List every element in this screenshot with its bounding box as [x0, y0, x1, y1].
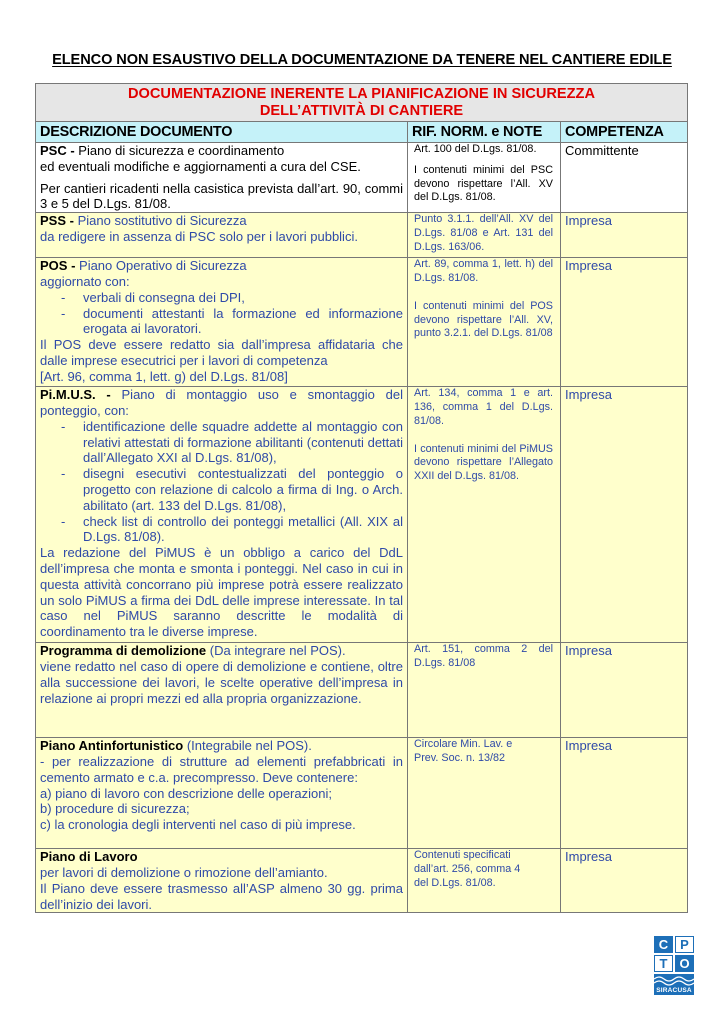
page-title: ELENCO NON ESAUSTIVO DELLA DOCUMENTAZIONE DA TENERE NEL CANTIERE EDILE [52, 52, 672, 68]
banner-line-1: DOCUMENTAZIONE INERENTE LA PIANIFICAZIONE IN SICUREZZA [128, 86, 595, 102]
logo-letter-t: T [654, 955, 673, 972]
pos-ref2: I contenuti minimi del POS devono rispettare l’All. XV, punto 3.2.1. del D.Lgs. 81/08 [414, 299, 553, 340]
pos-list [40, 290, 403, 337]
lavoro-name: Piano di Lavoro [40, 849, 138, 865]
table-header-row [36, 122, 688, 143]
pimus-list [40, 419, 403, 545]
table-row [36, 738, 688, 849]
pos-name: POS - [40, 258, 76, 274]
lavoro-ref3: del D.Lgs. 81/08. [414, 876, 496, 889]
banner-line-2: DELL’ATTIVITÀ DI CANTIERE [259, 103, 464, 119]
pos-line2: aggiornato con: [40, 273, 130, 289]
demolizione-name: Programma di demolizione [40, 643, 207, 659]
table-row [36, 643, 688, 738]
pss-name: PSS - [40, 213, 74, 229]
demolizione-competenza: Impresa [561, 643, 688, 738]
demolizione-ref [408, 643, 561, 738]
pimus-subtitle: Piano di montaggio uso e smontaggio del ponteggio, con: [40, 387, 404, 418]
table-banner-row [36, 84, 688, 122]
table-row [36, 213, 688, 258]
antinfortunistico-ref2: Prev. Soc. n. 13/82 [414, 751, 506, 764]
psc-line3: Per cantieri ricadenti nella casistica prevista dall’art. 90, commi 3 e 5 del D.Lgs. 81/08. [40, 180, 403, 212]
lavoro-competenza: Impresa [561, 849, 688, 913]
logo-waves-icon [654, 974, 694, 986]
pimus-description [36, 387, 408, 643]
antinfortunistico-competenza: Impresa [561, 738, 688, 849]
psc-line2: ed eventuali modifiche e aggiornamenti a cura del CSE. [40, 158, 361, 174]
pimus-ref [408, 387, 561, 643]
logo-letter-p: P [675, 936, 694, 953]
lavoro-ref [408, 849, 561, 913]
lavoro-ref1: Contenuti specificati [414, 849, 511, 862]
antinfortunistico-ref [408, 738, 561, 849]
pimus-ref2: I contenuti minimi del PiMUS devono rispettare l’Allegato XXII del D.Lgs. 81/08. [414, 442, 553, 483]
psc-ref [408, 143, 561, 213]
cpt-logo [654, 936, 694, 995]
lavoro-description [36, 849, 408, 913]
pos-ref1: Art. 89, comma 1, lett. h) del D.Lgs. 81/08. [414, 258, 553, 284]
demolizione-line2: viene redatto nel caso di opere di demolizione e contiene, oltre alla successione dei lavori, le scelte operative dell’impresa in relazione ai propri mezzi ed alla propria organizzazione. [40, 658, 403, 706]
pimus-line3: La redazione del PiMUS è un obbligo a carico del DdL dell’impresa che monta e smonta i ponteggi. Nel caso in cui in questa attività concorrano più imprese potrà essere realizzato un solo PiMUS a firma dei DdL delle imprese interessate. In tal caso nel PiMUS saranno descritte le modalità di coordinamento tra le diverse imprese. [40, 545, 403, 640]
logo-city: SIRACUSA [654, 986, 694, 995]
pss-subtitle: Piano sostitutivo di Sicurezza [73, 213, 247, 229]
antinfortunistico-note: (Integrabile nel POS). [183, 738, 312, 754]
table-row [36, 258, 688, 387]
demolizione-ref1: Art. 151, comma 2 del D.Lgs. 81/08 [414, 643, 553, 669]
antinfortunistico-ref1: Circolare Min. Lav. e [414, 738, 513, 751]
pos-competenza: Impresa [561, 258, 688, 387]
pss-ref1: Punto 3.1.1. dell’All. XV del D.Lgs. 81/08 e Art. 131 del D.Lgs. 163/06. [414, 213, 553, 253]
table-banner [36, 84, 688, 122]
antinfortunistico-line5: c) la cronologia degli interventi nel caso di più imprese. [40, 817, 356, 833]
lavoro-line3: Il Piano deve essere trasmesso all’ASP almeno 30 gg. prima dell’inizio dei lavori. [40, 880, 403, 912]
psc-ref2: I contenuti minimi del PSC devono rispettare l’All. XV del D.Lgs. 81/08. [414, 163, 553, 204]
pimus-item-1: - identificazione delle squadre addette al montaggio con relativi attestati di formazione abilitanti (contenuti dettati dall’Allegato XXI al D.Lgs. 81/08), [40, 419, 403, 466]
antinfortunistico-description [36, 738, 408, 849]
documentation-table [35, 83, 688, 913]
pos-ref [408, 258, 561, 387]
header-rif: RIF. NORM. e NOTE [408, 122, 561, 143]
pos-line3: Il POS deve essere redatto sia dall’impresa affidataria che dalle imprese esecutrici per i lavori di competenza [40, 337, 403, 368]
pos-subtitle: Piano Operativo di Sicurezza [75, 258, 247, 274]
pimus-competenza: Impresa [561, 387, 688, 643]
pimus-item-2: - disegni esecutivi contestualizzati del ponteggio o progetto con relazione di calcolo a firma di Ing. o Arch. abilitato (art. 133 del D.Lgs. 81/08), [40, 466, 403, 513]
logo-letter-o: O [675, 955, 694, 972]
lavoro-ref2: dall’art. 256, comma 4 [414, 862, 521, 875]
table-row [36, 143, 688, 213]
pos-line4: [Art. 96, comma 1, lett. g) del D.Lgs. 81/08] [40, 368, 288, 384]
demolizione-description [36, 643, 408, 738]
pos-item-2: - documenti attestanti la formazione ed informazione erogata ai lavoratori. [40, 306, 403, 338]
pos-description [36, 258, 408, 387]
pimus-ref1: Art. 134, comma 1 e art. 136, comma 1 del D.Lgs. 81/08. [414, 387, 553, 427]
psc-competenza: Committente [561, 143, 688, 213]
pos-item-1: - verbali di consegna dei DPI, [40, 290, 403, 306]
demolizione-note: (Da integrare nel POS). [206, 643, 346, 659]
antinfortunistico-line2: - per realizzazione di strutture ad elementi prefabbricati in cemento armato e c.a. precompresso. Deve contenere: [40, 753, 403, 785]
pimus-item-3: - check list di controllo dei ponteggi metallici (All. XIX al D.Lgs. 81/08). [40, 514, 403, 546]
table-row [36, 387, 688, 643]
pimus-name: Pi.M.U.S. - [40, 387, 111, 403]
psc-name: PSC - [40, 143, 75, 158]
header-competenza: COMPETENZA [561, 122, 688, 143]
pss-competenza: Impresa [561, 213, 688, 258]
logo-letter-c: C [654, 936, 673, 953]
antinfortunistico-line4: b) procedure di sicurezza; [40, 801, 190, 817]
table-row [36, 849, 688, 913]
psc-ref1: Art. 100 del D.Lgs. 81/08. [414, 143, 537, 155]
psc-description [36, 143, 408, 213]
antinfortunistico-line3: a) piano di lavoro con descrizione delle operazioni; [40, 785, 332, 801]
pss-ref [408, 213, 561, 258]
header-descrizione: DESCRIZIONE DOCUMENTO [36, 122, 408, 143]
pss-description [36, 213, 408, 258]
pss-line2: da redigere in assenza di PSC solo per i lavori pubblici. [40, 228, 358, 244]
antinfortunistico-name: Piano Antinfortunistico [40, 738, 184, 754]
lavoro-line2: per lavori di demolizione o rimozione dell’amianto. [40, 864, 328, 880]
psc-subtitle: Piano di sicurezza e coordinamento [74, 143, 285, 158]
